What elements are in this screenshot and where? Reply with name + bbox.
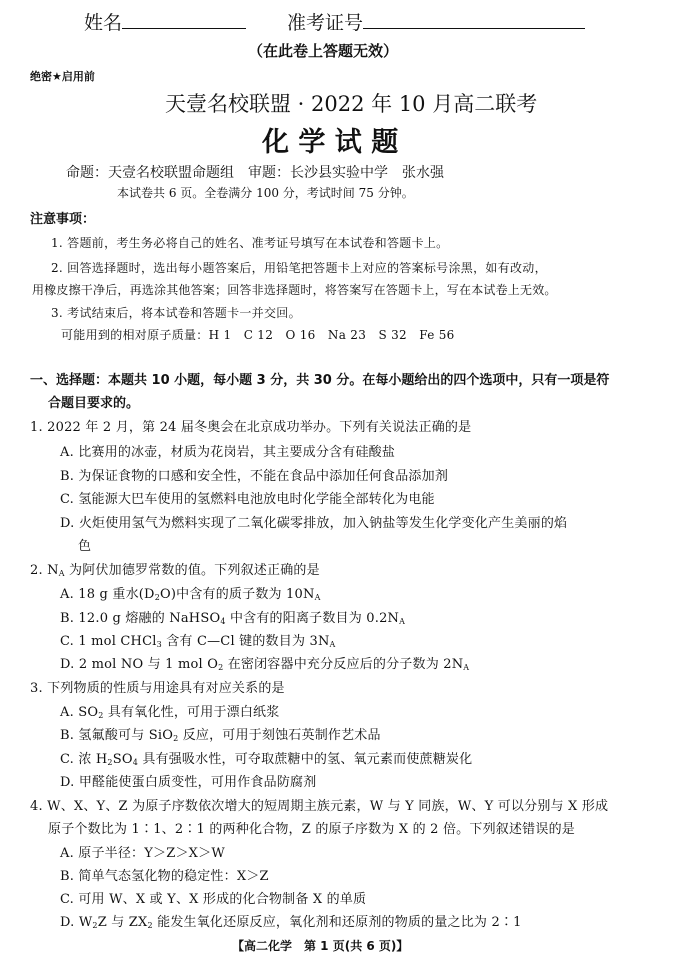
q4-stem: 4. W、X、Y、Z 为原子序数依次增大的短周期主族元素，W 与 Y 同族，W、Y 可以分别与 X 形成	[30, 799, 609, 814]
subject-title: 化 学 试 题	[262, 127, 399, 158]
q2-a-sub: 2	[154, 593, 160, 602]
q1-option-d: D. 火炬使用氢气为燃料实现了二氧化碳零排放，加入钠盐等发生化学变化产生美丽的焰	[60, 516, 568, 531]
id-field	[287, 8, 585, 35]
id-blank-line	[363, 27, 585, 29]
q2-option-a	[60, 583, 321, 602]
name-label: 姓名	[84, 12, 123, 34]
q3-b-text: B. 氢氟酸可与 SiO	[60, 728, 174, 743]
name-field	[84, 8, 246, 35]
q2-option-b	[60, 607, 405, 626]
q2-b-sub-2: A	[399, 617, 406, 626]
q2-stem-sub: A	[58, 569, 65, 578]
q1-option-a: A. 比赛用的冰壶，材质为花岗岩，其主要成分含有硅酸盐	[60, 445, 396, 460]
note-item-2: 2. 回答选择题时，选出每小题答案后，用铅笔把答题卡上对应的答案标号涂黑，如有改动，	[51, 261, 547, 275]
invalid-note: （在此卷上答题无效）	[248, 42, 399, 60]
q2-a-text-2: O)中含有的质子数为 10N	[159, 587, 315, 602]
q2-stem	[30, 559, 320, 578]
q4-stem-cont: 原子个数比为 1∶1、2∶1 的两种化合物，Z 的原子序数为 X 的 2 倍。下列叙述错误的是	[48, 822, 575, 837]
q2-c-sub: 3	[156, 640, 162, 649]
q3-b-sub: 2	[173, 734, 179, 743]
q3-option-c	[60, 748, 472, 767]
note-item-1: 1. 答题前，考生务必将自己的姓名、准考证号填写在本试卷和答题卡上。	[51, 236, 449, 250]
q1-option-c: C. 氢能源大巴车使用的氢燃料电池放电时化学能全部转化为电能	[60, 492, 435, 507]
id-label: 准考证号	[287, 12, 364, 34]
q2-a-text: A. 18 g 重水(D	[60, 587, 155, 602]
q2-option-d	[60, 653, 469, 672]
q1-option-d-cont: 色	[78, 539, 92, 554]
note-item-2-cont: 用橡皮擦干净后，再选涂其他答案；回答非选择题时，将答案写在答题卡上，写在本试卷上无效。	[32, 283, 557, 297]
q3-c-text-3: 具有强吸水性，可夺取蔗糖中的氢、氧元素而使蔗糖炭化	[137, 752, 473, 767]
q3-b-text-2: 反应，可用于刻蚀石英制作艺术品	[178, 728, 381, 743]
q2-b-text-2: 中含有的阳离子数目为 0.2N	[225, 611, 400, 626]
q2-d-text: D. 2 mol NO 与 1 mol O	[60, 657, 219, 672]
q3-c-sub: 2	[107, 758, 113, 767]
q2-stem-text-2: 为阿伏加德罗常数的值。下列叙述正确的是	[64, 563, 320, 578]
section1-heading-cont: 合题目要求的。	[48, 396, 140, 411]
q3-c-text: C. 浓 H	[60, 752, 108, 767]
section1-heading: 一、选择题：本题共 10 小题，每小题 3 分，共 30 分。在每小题给出的四个选项中，只有一项是符	[30, 373, 610, 388]
q3-option-a	[60, 701, 279, 720]
name-blank-line	[122, 27, 246, 29]
q2-c-sub-2: A	[329, 640, 336, 649]
q2-b-text: B. 12.0 g 熔融的 NaHSO	[60, 611, 221, 626]
q2-stem-text: 2. N	[30, 563, 59, 578]
note-item-3: 3. 考试结束后，将本试卷和答题卡一并交回。	[51, 306, 301, 320]
q4-d-sub-2: 2	[147, 921, 153, 930]
q2-d-text-2: 在密闭容器中充分反应后的分子数为 2N	[223, 657, 464, 672]
q4-d-sub: 2	[92, 921, 98, 930]
q4-option-d	[60, 911, 522, 930]
q2-a-sub-2: A	[314, 593, 321, 602]
q2-d-sub-2: A	[463, 663, 470, 672]
q2-b-sub: 4	[220, 617, 226, 626]
q2-c-text-2: 含有 C—Cl 键的数目为 3N	[161, 634, 330, 649]
authors-line: 命题：天壹名校联盟命题组 审题：长沙县实验中学 张水强	[66, 165, 444, 181]
q1-stem: 1. 2022 年 2 月，第 24 届冬奥会在北京成功举办。下列有关说法正确的是	[30, 420, 472, 435]
q3-a-text-2: 具有氧化性，可用于漂白纸浆	[103, 705, 280, 720]
q2-d-sub: 2	[218, 663, 224, 672]
q3-c-text-2: SO	[112, 752, 133, 767]
secret-mark: 绝密★启用前	[30, 70, 95, 83]
atomic-masses: 可能用到的相对原子质量：H 1 C 12 O 16 Na 23 S 32 Fe 56	[61, 328, 455, 342]
exam-title: 天壹名校联盟 · 2022 年 10 月高二联考	[165, 92, 538, 116]
q4-d-text-3: 能发生氧化还原反应，氧化剂和还原剂的物质的量之比为 2∶1	[152, 915, 522, 930]
q3-option-b	[60, 724, 381, 743]
q4-d-text: D. W	[60, 915, 93, 930]
q1-option-b: B. 为保证食物的口感和安全性，不能在食品中添加任何食品添加剂	[60, 469, 449, 484]
q3-option-d: D. 甲醛能使蛋白质变性，可用作食品防腐剂	[60, 775, 317, 790]
q2-c-text: C. 1 mol CHCl	[60, 634, 157, 649]
q4-option-c: C. 可用 W、X 或 Y、X 形成的化合物制备 X 的单质	[60, 892, 367, 907]
q4-option-b: B. 简单气态氢化物的稳定性：X＞Z	[60, 869, 269, 884]
page-footer: 【高二化学 第 1 页(共 6 页)】	[232, 939, 409, 953]
paper-info: 本试卷共 6 页。全卷满分 100 分，考试时间 75 分钟。	[117, 186, 414, 200]
q3-a-sub: 2	[98, 711, 104, 720]
q4-d-text-2: Z 与 ZX	[97, 915, 148, 930]
q3-c-sub-2: 4	[132, 758, 138, 767]
notes-heading: 注意事项：	[30, 212, 96, 227]
q4-option-a: A. 原子半径：Y＞Z＞X＞W	[60, 846, 225, 861]
q3-a-text: A. SO	[60, 705, 99, 720]
q2-option-c	[60, 630, 336, 649]
q3-stem: 3. 下列物质的性质与用途具有对应关系的是	[30, 681, 285, 696]
